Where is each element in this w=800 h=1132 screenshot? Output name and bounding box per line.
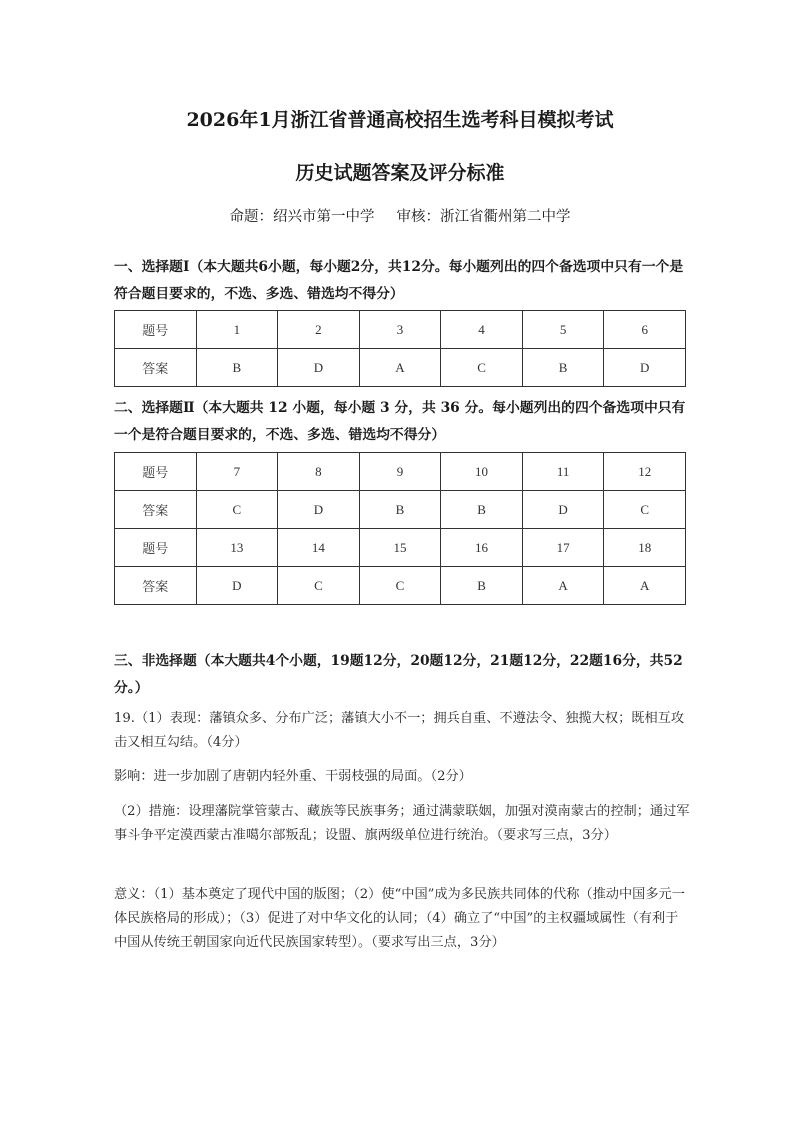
section2-answer-table	[114, 452, 686, 605]
table-row	[115, 453, 686, 491]
answer-cell: B	[522, 349, 604, 387]
answer-19-2-significance: 意义：（1）基本奠定了现代中国的版图；（2）使“中国”成为多民族共同体的代称（推动中国多元一体民族格局的形成）；（3）促进了对中华文化的认同；（4）确立了“中国”的主权疆域属性（有利于中国从传统王朝国家向近代民族国家转型）。（要求写出三点，3分）	[114, 887, 685, 950]
answer-cell: C	[604, 491, 686, 529]
row-label: 题号	[115, 453, 197, 491]
question-number: 1	[196, 311, 278, 349]
table-row	[115, 311, 686, 349]
answer-cell: C	[441, 349, 523, 387]
answer-cell: D	[278, 491, 360, 529]
author-setter: 命题：绍兴市第一中学	[229, 209, 375, 225]
question-number: 10	[441, 453, 523, 491]
author-reviewer: 审核：浙江省衢州第二中学	[396, 209, 571, 225]
section1-heading: 一、选择题Ⅰ（本大题共6小题，每小题2分，共12分。每小题列出的四个备选项中只有一个是符合题目要求的，不选、多选、错选均不得分）	[114, 259, 684, 302]
row-label: 题号	[115, 529, 197, 567]
question-number: 4	[441, 311, 523, 349]
answer-cell: B	[359, 491, 441, 529]
section2-heading: 二、选择题Ⅱ（本大题共 12 小题，每小题 3 分，共 36 分。每小题列出的四个备选项中只有一个是符合题目要求的，不选、多选、错选均不得分）	[114, 400, 686, 443]
question-number: 5	[522, 311, 604, 349]
answer-cell: D	[196, 567, 278, 605]
exam-title: 2026年1月浙江省普通高校招生选考科目模拟考试	[186, 109, 614, 131]
table-row	[115, 349, 686, 387]
question-number: 11	[522, 453, 604, 491]
answer-19-2-measures: （2）措施：设理藩院掌管蒙古、藏族等民族事务；通过满蒙联姻，加强对漠南蒙古的控制；通过军事斗争平定漠西蒙古准噶尔部叛乱；设盟、旗两级单位进行统治。（要求写三点，3分）	[114, 804, 690, 843]
question-number: 7	[196, 453, 278, 491]
question-number: 16	[441, 529, 523, 567]
question-number: 13	[196, 529, 278, 567]
question-number: 8	[278, 453, 360, 491]
question-number: 6	[604, 311, 686, 349]
answer-cell: B	[441, 567, 523, 605]
section3-heading: 三、非选择题（本大题共4个小题，19题12分，20题12分，21题12分，22题16分，共52分。）	[114, 653, 683, 696]
row-label: 题号	[115, 311, 197, 349]
question-number: 12	[604, 453, 686, 491]
question-number: 2	[278, 311, 360, 349]
row-label: 答案	[115, 491, 197, 529]
answer-cell: D	[604, 349, 686, 387]
answer-cell: B	[196, 349, 278, 387]
answer-cell: A	[359, 349, 441, 387]
question-number: 3	[359, 311, 441, 349]
row-label: 答案	[115, 567, 197, 605]
question-number: 18	[604, 529, 686, 567]
answer-cell: D	[522, 491, 604, 529]
answer-cell: C	[359, 567, 441, 605]
section1-answer-table	[114, 310, 686, 387]
answer-cell: C	[278, 567, 360, 605]
question-number: 9	[359, 453, 441, 491]
question-number: 15	[359, 529, 441, 567]
answer-cell: A	[604, 567, 686, 605]
answer-19-1-impact: 影响：进一步加剧了唐朝内轻外重、干弱枝强的局面。（2分）	[114, 769, 472, 784]
answer-cell: C	[196, 491, 278, 529]
table-row	[115, 491, 686, 529]
row-label: 答案	[115, 349, 197, 387]
answer-cell: D	[278, 349, 360, 387]
table-row	[115, 529, 686, 567]
answer-cell: B	[441, 491, 523, 529]
question-number: 17	[522, 529, 604, 567]
question-number: 14	[278, 529, 360, 567]
authors-line	[0, 205, 800, 226]
answer-cell: A	[522, 567, 604, 605]
answer-19-1: 19.（1）表现：藩镇众多、分布广泛；藩镇大小不一；拥兵自重、不遵法令、独揽大权；既相互攻击又相互勾结。（4分）	[114, 711, 685, 750]
table-row	[115, 567, 686, 605]
document-subtitle: 历史试题答案及评分标准	[295, 162, 505, 184]
